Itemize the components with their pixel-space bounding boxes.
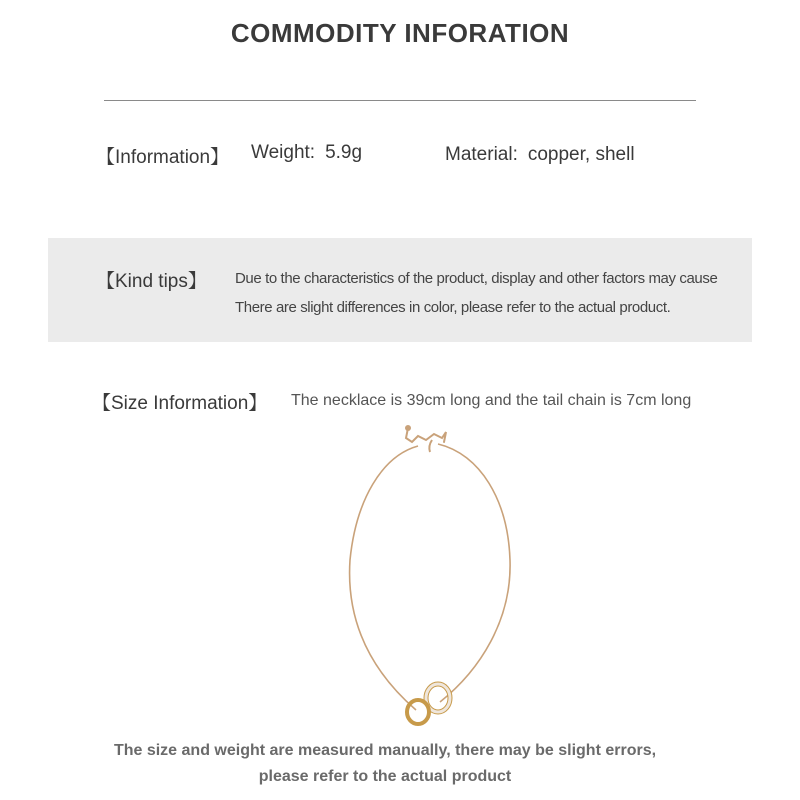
page-title: COMMODITY INFORATION <box>230 18 570 48</box>
kind-tips-line-2: There are slight differences in color, please refer to the actual product. <box>235 299 671 316</box>
size-information-label: 【Size Information】 <box>92 393 268 414</box>
chain-right <box>438 444 510 702</box>
measurement-note-line-2: please refer to the actual product <box>258 768 512 785</box>
measurement-note-line-1: The size and weight are measured manually, there may be slight errors, <box>113 742 657 759</box>
necklace-image <box>330 420 530 740</box>
weight-field <box>251 142 362 164</box>
chain-left <box>350 446 418 710</box>
material-value: copper, shell <box>527 144 635 165</box>
material-key: Material: <box>445 144 518 165</box>
information-label: 【Information】 <box>96 147 230 168</box>
material-field <box>445 144 635 166</box>
weight-value: 5.9g <box>325 142 363 163</box>
gold-ring <box>407 700 429 724</box>
kind-tips-label: 【Kind tips】 <box>96 271 207 292</box>
clasp <box>429 440 432 452</box>
size-information-text: The necklace is 39cm long and the tail chain is 7cm long <box>291 392 692 409</box>
title-divider <box>104 100 696 101</box>
weight-key: Weight: <box>251 142 316 163</box>
tail-chain <box>406 428 446 442</box>
extender-bead <box>405 425 411 431</box>
kind-tips-line-1: Due to the characteristics of the product, display and other factors may cause <box>235 270 718 287</box>
